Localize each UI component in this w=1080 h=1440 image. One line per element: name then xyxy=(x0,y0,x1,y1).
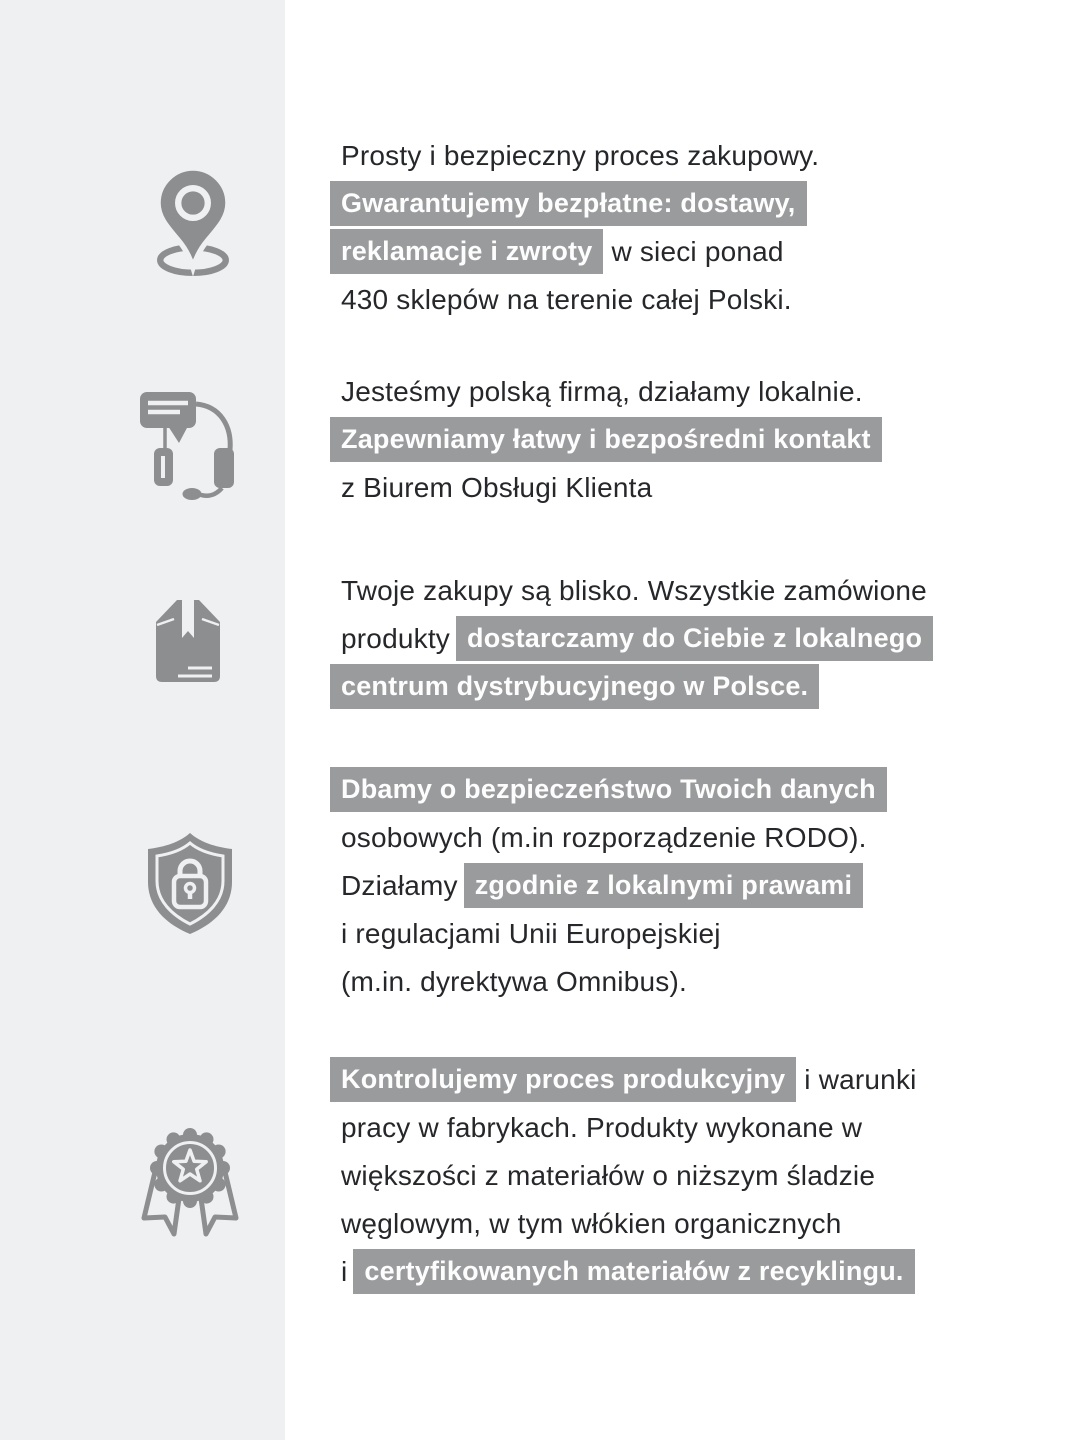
plain-text: Twoje zakupy są blisko. Wszystkie zamówione xyxy=(341,575,927,606)
text-line xyxy=(330,1248,1010,1296)
text-line xyxy=(330,910,1010,958)
text-line xyxy=(330,464,1010,512)
text-line xyxy=(330,1056,1010,1104)
highlighted-text: certyfikowanych materiałów z recyklingu. xyxy=(353,1249,914,1294)
text-line xyxy=(330,1104,1010,1152)
text-line xyxy=(330,615,1010,663)
highlighted-text: Zapewniamy łatwy i bezpośredni kontakt xyxy=(330,417,882,462)
text-line xyxy=(330,228,1010,276)
highlighted-text: centrum dystrybucyjnego w Polsce. xyxy=(330,664,819,709)
plain-text: w sieci ponad xyxy=(611,236,784,267)
plain-text: Jesteśmy polską firmą, działamy lokalnie. xyxy=(341,376,863,407)
plain-text: z Biurem Obsługi Klienta xyxy=(341,472,653,503)
plain-text: Działamy xyxy=(341,870,458,901)
text-line xyxy=(330,862,1010,910)
plain-text: Prosty i bezpieczny proces zakupowy. xyxy=(341,140,820,171)
text-line xyxy=(330,1200,1010,1248)
plain-text: i regulacjami Unii Europejskiej xyxy=(341,918,721,949)
plain-text: produkty xyxy=(341,623,450,654)
section-purchase-process xyxy=(330,132,1010,324)
plain-text: pracy w fabrykach. Produkty wykonane w xyxy=(341,1112,863,1143)
text-line xyxy=(330,814,1010,862)
text-line xyxy=(330,766,1010,814)
plain-text: osobowych (m.in rozporządzenie RODO). xyxy=(341,822,867,853)
section-data-security xyxy=(330,766,1010,1006)
text-line xyxy=(330,958,1010,1006)
plain-text: 430 sklepów na terenie całej Polski. xyxy=(341,284,792,315)
highlighted-text: zgodnie z lokalnymi prawami xyxy=(464,863,863,908)
highlighted-text: reklamacje i zwroty xyxy=(330,229,603,274)
highlighted-text: Gwarantujemy bezpłatne: dostawy, xyxy=(330,181,807,226)
text-line xyxy=(330,368,1010,416)
plain-text: (m.in. dyrektywa Omnibus). xyxy=(341,966,687,997)
section-production-control xyxy=(330,1056,1010,1296)
text-line xyxy=(330,416,1010,464)
highlighted-text: dostarczamy do Ciebie z lokalnego xyxy=(456,616,933,661)
section-local-distribution xyxy=(330,567,1010,711)
plain-text: węglowym, w tym włókien organicznych xyxy=(341,1208,842,1239)
plain-text: i xyxy=(341,1256,348,1287)
plain-text: większości z materiałów o niższym śladzie xyxy=(341,1160,876,1191)
plain-text: i warunki xyxy=(804,1064,917,1095)
text-line xyxy=(330,567,1010,615)
text-line xyxy=(330,132,1010,180)
section-local-contact xyxy=(330,368,1010,512)
text-line xyxy=(330,276,1010,324)
highlighted-text: Dbamy o bezpieczeństwo Twoich danych xyxy=(330,767,887,812)
text-line xyxy=(330,180,1010,228)
text-line xyxy=(330,1152,1010,1200)
highlighted-text: Kontrolujemy proces produkcyjny xyxy=(330,1057,796,1102)
text-line xyxy=(330,663,1010,711)
